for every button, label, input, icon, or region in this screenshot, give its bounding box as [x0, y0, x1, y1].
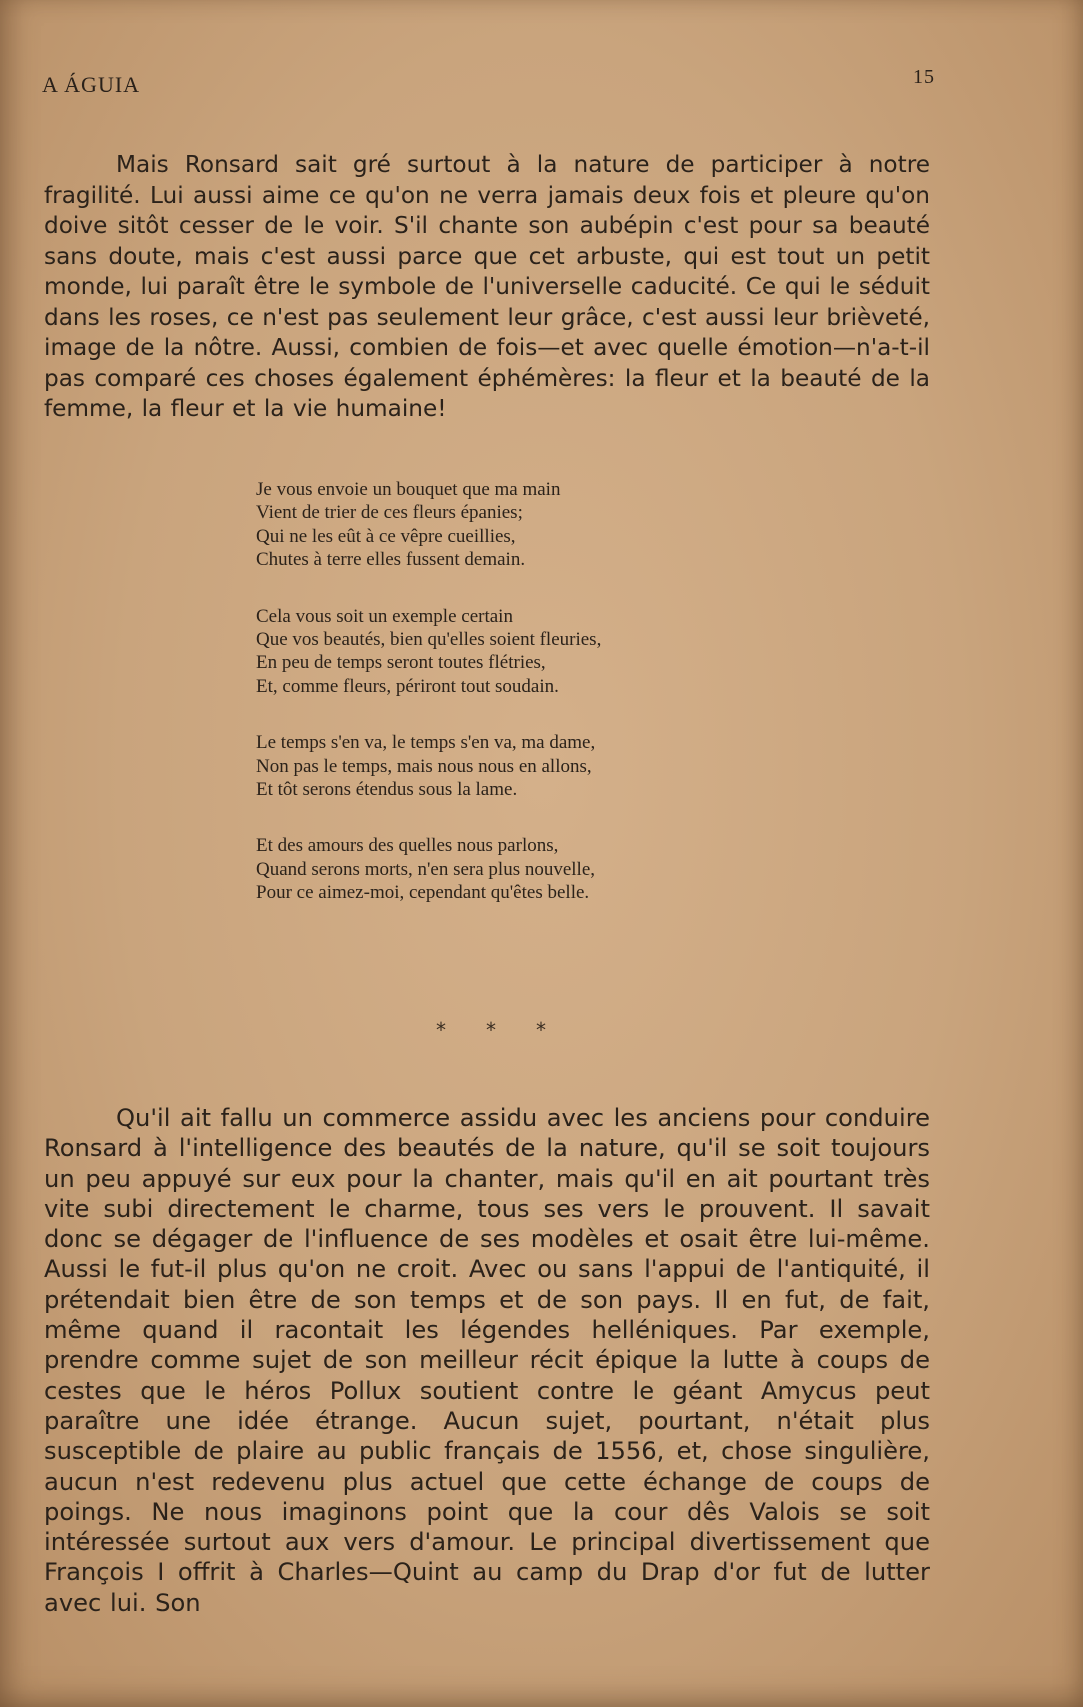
verse-line: En peu de temps seront toutes flétries, [256, 652, 546, 674]
poem-stanza [256, 478, 756, 572]
paragraph-ronsard-antiquity: Qu'il ait fallu un commerce assidu avec les anciens pour conduire Ronsard à l'intelligence des beautés de la nature, qu'il se soit toujours un peu appuyé sur eux pour la chanter, mais qu'il en ait pourtant très vite subi directement le charme, tous ses vers le prouvent. Il savait donc se dégager de l'influence de ses modèles et osait être lui-même. Aussi le fut-il plus qu'on ne croit. Avec ou sans l'appui de l'antiquité, il prétendait bien être de son temps et de son pays. Il en fut, de fait, même quand il racontait les légendes helléniques. Par exemple, prendre comme sujet de son meilleur récit épique la lutte à coups de cestes que le héros Pollux soutient contre le géant Amycus peut paraître une idée étrange. Aucun sujet, pourtant, n'était plus susceptible de plaire au public français de 1556, et, chose singulière, aucun n'est redevenu plus actuel que cette échange de coups de poings. Ne nous imaginons point que la cour dês Valois se soit intéressée surtout aux vers d'amour. Le principal divertissement que François I offrit à Charles—Quint au camp du Drap d'or fut de lutter avec lui. Son [44, 1104, 930, 1617]
verse-line: Le temps s'en va, le temps s'en va, ma dame, [256, 732, 596, 754]
verse-line: Que vos beautés, bien qu'elles soient fleuries, [256, 629, 602, 651]
asterism-star: * [486, 1018, 496, 1042]
section-separator [436, 1018, 546, 1042]
paragraph-ronsard-nature: Mais Ronsard sait gré surtout à la nature de participer à notre fragilité. Lui aussi aime ce qu'on ne verra jamais deux fois et pleure qu'on doive sitôt cesser de le voir. S'il chante son aubépin c'est pour sa beauté sans doute, mais c'est aussi parce que cet arbuste, qui est tout un petit monde, lui paraît être le symbole de l'universelle caducité. Ce qui le séduit dans les roses, ce n'est pas seulement leur grâce, c'est aussi leur brièveté, image de la nôtre. Aussi, combien de fois—et avec quelle émotion—n'a-t-il pas comparé ces choses également éphémères: la fleur et la beauté de la femme, la fleur et la vie humaine! [44, 151, 930, 422]
poem-stanza [256, 731, 756, 801]
running-head [42, 66, 935, 102]
verse-line: Je vous envoie un bouquet que ma main [256, 479, 561, 500]
verse-line: Et, comme fleurs, périront tout soudain. [256, 675, 559, 697]
verse-line: Qui ne les eût à ce vêpre cueillies, [256, 525, 516, 547]
body-text-bottom [44, 1103, 930, 1618]
verse-line: Chutes à terre elles fussent demain. [256, 549, 526, 571]
verse-line: Et tôt serons étendus sous la lame. [256, 779, 518, 801]
verse-line: Pour ce aimez-moi, cependant qu'êtes belle. [256, 882, 590, 904]
poem-stanza [256, 834, 756, 904]
journal-title: A ÁGUIA [42, 72, 141, 97]
verse-line: Vient de trier de ces fleurs épanies; [256, 502, 523, 524]
verse-line: Quand serons morts, n'en sera plus nouvelle, [256, 858, 596, 880]
verse-line: Et des amours des quelles nous parlons, [256, 835, 559, 857]
poem-stanza [256, 605, 756, 699]
verse-line: Non pas le temps, mais nous nous en allons, [256, 755, 592, 777]
poem-quotation [256, 478, 756, 905]
verse-line: Cela vous soit un exemple certain [256, 605, 513, 627]
body-text-top [44, 150, 930, 425]
asterism-star: * [536, 1018, 546, 1042]
asterism-star: * [436, 1018, 446, 1042]
page-number: 15 [913, 66, 935, 88]
